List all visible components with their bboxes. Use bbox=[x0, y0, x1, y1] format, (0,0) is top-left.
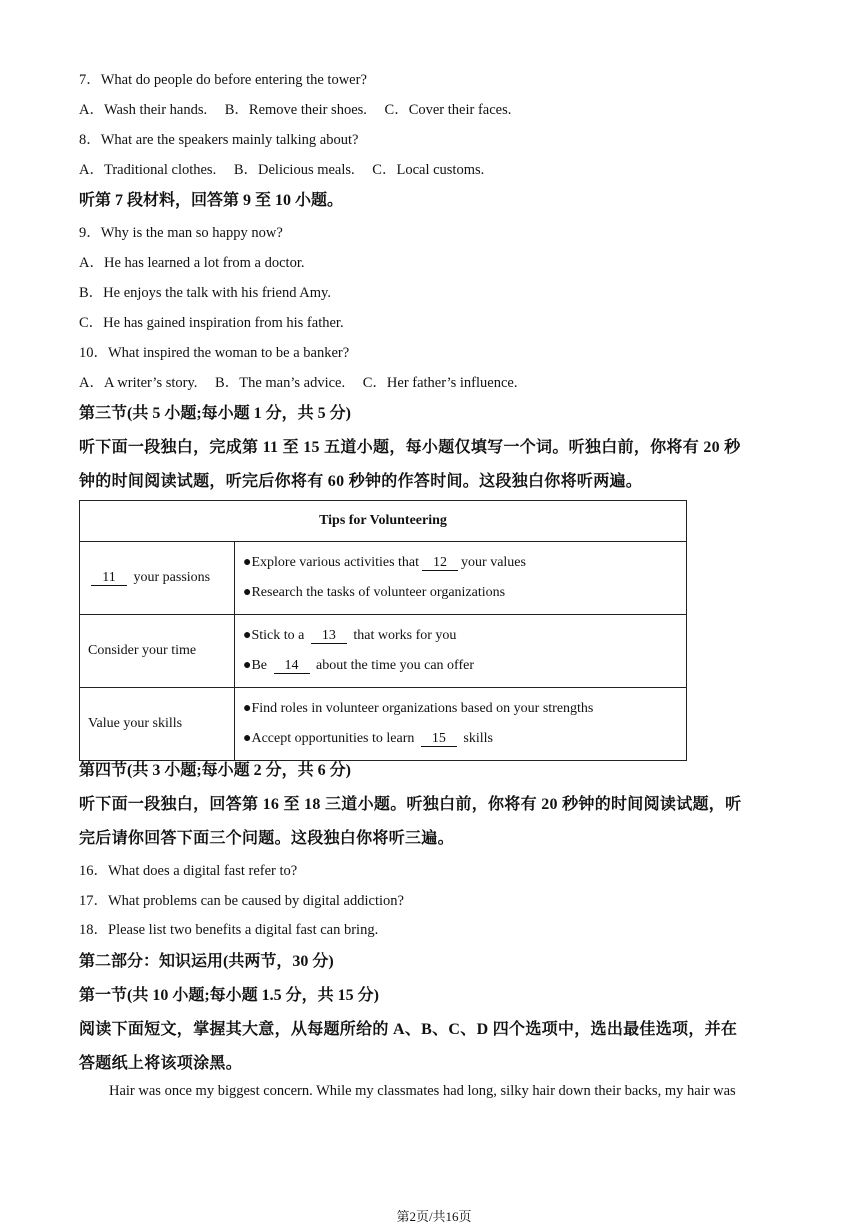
table-row bbox=[80, 542, 687, 615]
option-a: A．Wash their hands. bbox=[79, 102, 208, 118]
option-c: C．Her father’s influence. bbox=[362, 375, 518, 391]
part-3-heading: 第三节(共 5 小题;每小题 1 分，共 5 分) bbox=[79, 405, 351, 422]
option-b: B．Remove their shoes. bbox=[224, 102, 367, 118]
question-9-option-b: B．He enjoys the talk with his friend Amy. bbox=[79, 285, 331, 301]
part-4-instruction-line-2: 完后请你回答下面三个问题。这段独白你将听三遍。 bbox=[79, 830, 454, 847]
bullet-item: ●Accept opportunities to learn 15 skills bbox=[243, 731, 493, 746]
table-row-label: Value your skills bbox=[80, 688, 235, 761]
question-10-options bbox=[79, 371, 517, 392]
tips-table bbox=[79, 500, 687, 761]
table-row-label: 11 your passions bbox=[80, 542, 235, 615]
page-number: 第2页/共16页 bbox=[396, 1209, 472, 1224]
part-2-instruction-line-2: 答题纸上将该项涂黑。 bbox=[79, 1055, 243, 1072]
table-row-bullets bbox=[235, 615, 687, 688]
question-7: 7．What do people do before entering the tower? bbox=[79, 72, 367, 88]
section-7-heading: 听第 7 段材料，回答第 9 至 10 小题。 bbox=[79, 192, 344, 209]
blank-11: 11 bbox=[91, 570, 127, 586]
question-8-options bbox=[79, 158, 484, 179]
option-a: A．A writer’s story. bbox=[79, 375, 198, 391]
table-row-label: Consider your time bbox=[80, 615, 235, 688]
option-b: B．Delicious meals. bbox=[233, 162, 355, 178]
bullet-item: ●Research the tasks of volunteer organizations bbox=[243, 585, 506, 600]
question-9-option-c: C．He has gained inspiration from his father. bbox=[79, 315, 344, 331]
blank-13: 13 bbox=[311, 628, 347, 644]
blank-15: 15 bbox=[421, 731, 457, 747]
question-9: 9．Why is the man so happy now? bbox=[79, 225, 283, 241]
blank-12: 12 bbox=[422, 555, 458, 571]
question-17: 17．What problems can be caused by digital addiction? bbox=[79, 893, 404, 909]
question-7-options bbox=[79, 98, 511, 119]
table-row bbox=[80, 688, 687, 761]
part-4-heading: 第四节(共 3 小题;每小题 2 分，共 6 分) bbox=[79, 762, 351, 779]
table-title: Tips for Volunteering bbox=[80, 501, 687, 542]
option-c: C．Local customs. bbox=[372, 162, 485, 178]
option-c: C．Cover their faces. bbox=[384, 102, 512, 118]
option-b: B．The man’s advice. bbox=[215, 375, 346, 391]
bullet-item: ●Explore various activities that 12 your values bbox=[243, 555, 526, 570]
part-2-instruction-line-1: 阅读下面短文，掌握其大意，从每题所给的 A、B、C、D 四个选项中，选出最佳选项，并在 bbox=[79, 1021, 738, 1038]
table-row-bullets bbox=[235, 542, 687, 615]
question-18: 18．Please list two benefits a digital fast can bring. bbox=[79, 922, 379, 938]
part-2-section-1-heading: 第一节(共 10 小题;每小题 1.5 分，共 15 分) bbox=[79, 987, 379, 1004]
blank-14: 14 bbox=[274, 658, 310, 674]
part-2-heading: 第二部分：知识运用(共两节，30 分) bbox=[79, 953, 334, 970]
bullet-item: ●Find roles in volunteer organizations based on your strengths bbox=[243, 701, 594, 716]
table-row-bullets bbox=[235, 688, 687, 761]
bullet-item: ●Be 14 about the time you can offer bbox=[243, 658, 474, 673]
part-4-instruction-line-1: 听下面一段独白，回答第 16 至 18 三道小题。听独白前，你将有 20 秒钟的时间阅读试题，听 bbox=[79, 796, 742, 813]
part-3-instruction-line-2: 钟的时间阅读试题，听完后你将有 60 秒钟的作答时间。这段独白你将听两遍。 bbox=[79, 473, 643, 490]
part-3-instruction-line-1: 听下面一段独白，完成第 11 至 15 五道小题，每小题仅填写一个词。听独白前，你将有 20 秒 bbox=[79, 439, 741, 456]
table-row bbox=[80, 615, 687, 688]
passage-text: Hair was once my biggest concern. While my classmates had long, silky hair down their backs, my hair was bbox=[109, 1083, 736, 1099]
question-9-option-a: A．He has learned a lot from a doctor. bbox=[79, 255, 305, 271]
option-a: A．Traditional clothes. bbox=[79, 162, 217, 178]
bullet-item: ●Stick to a 13 that works for you bbox=[243, 628, 457, 643]
question-10: 10．What inspired the woman to be a banker? bbox=[79, 345, 350, 361]
question-8: 8．What are the speakers mainly talking about? bbox=[79, 132, 359, 148]
question-16: 16．What does a digital fast refer to? bbox=[79, 863, 298, 879]
